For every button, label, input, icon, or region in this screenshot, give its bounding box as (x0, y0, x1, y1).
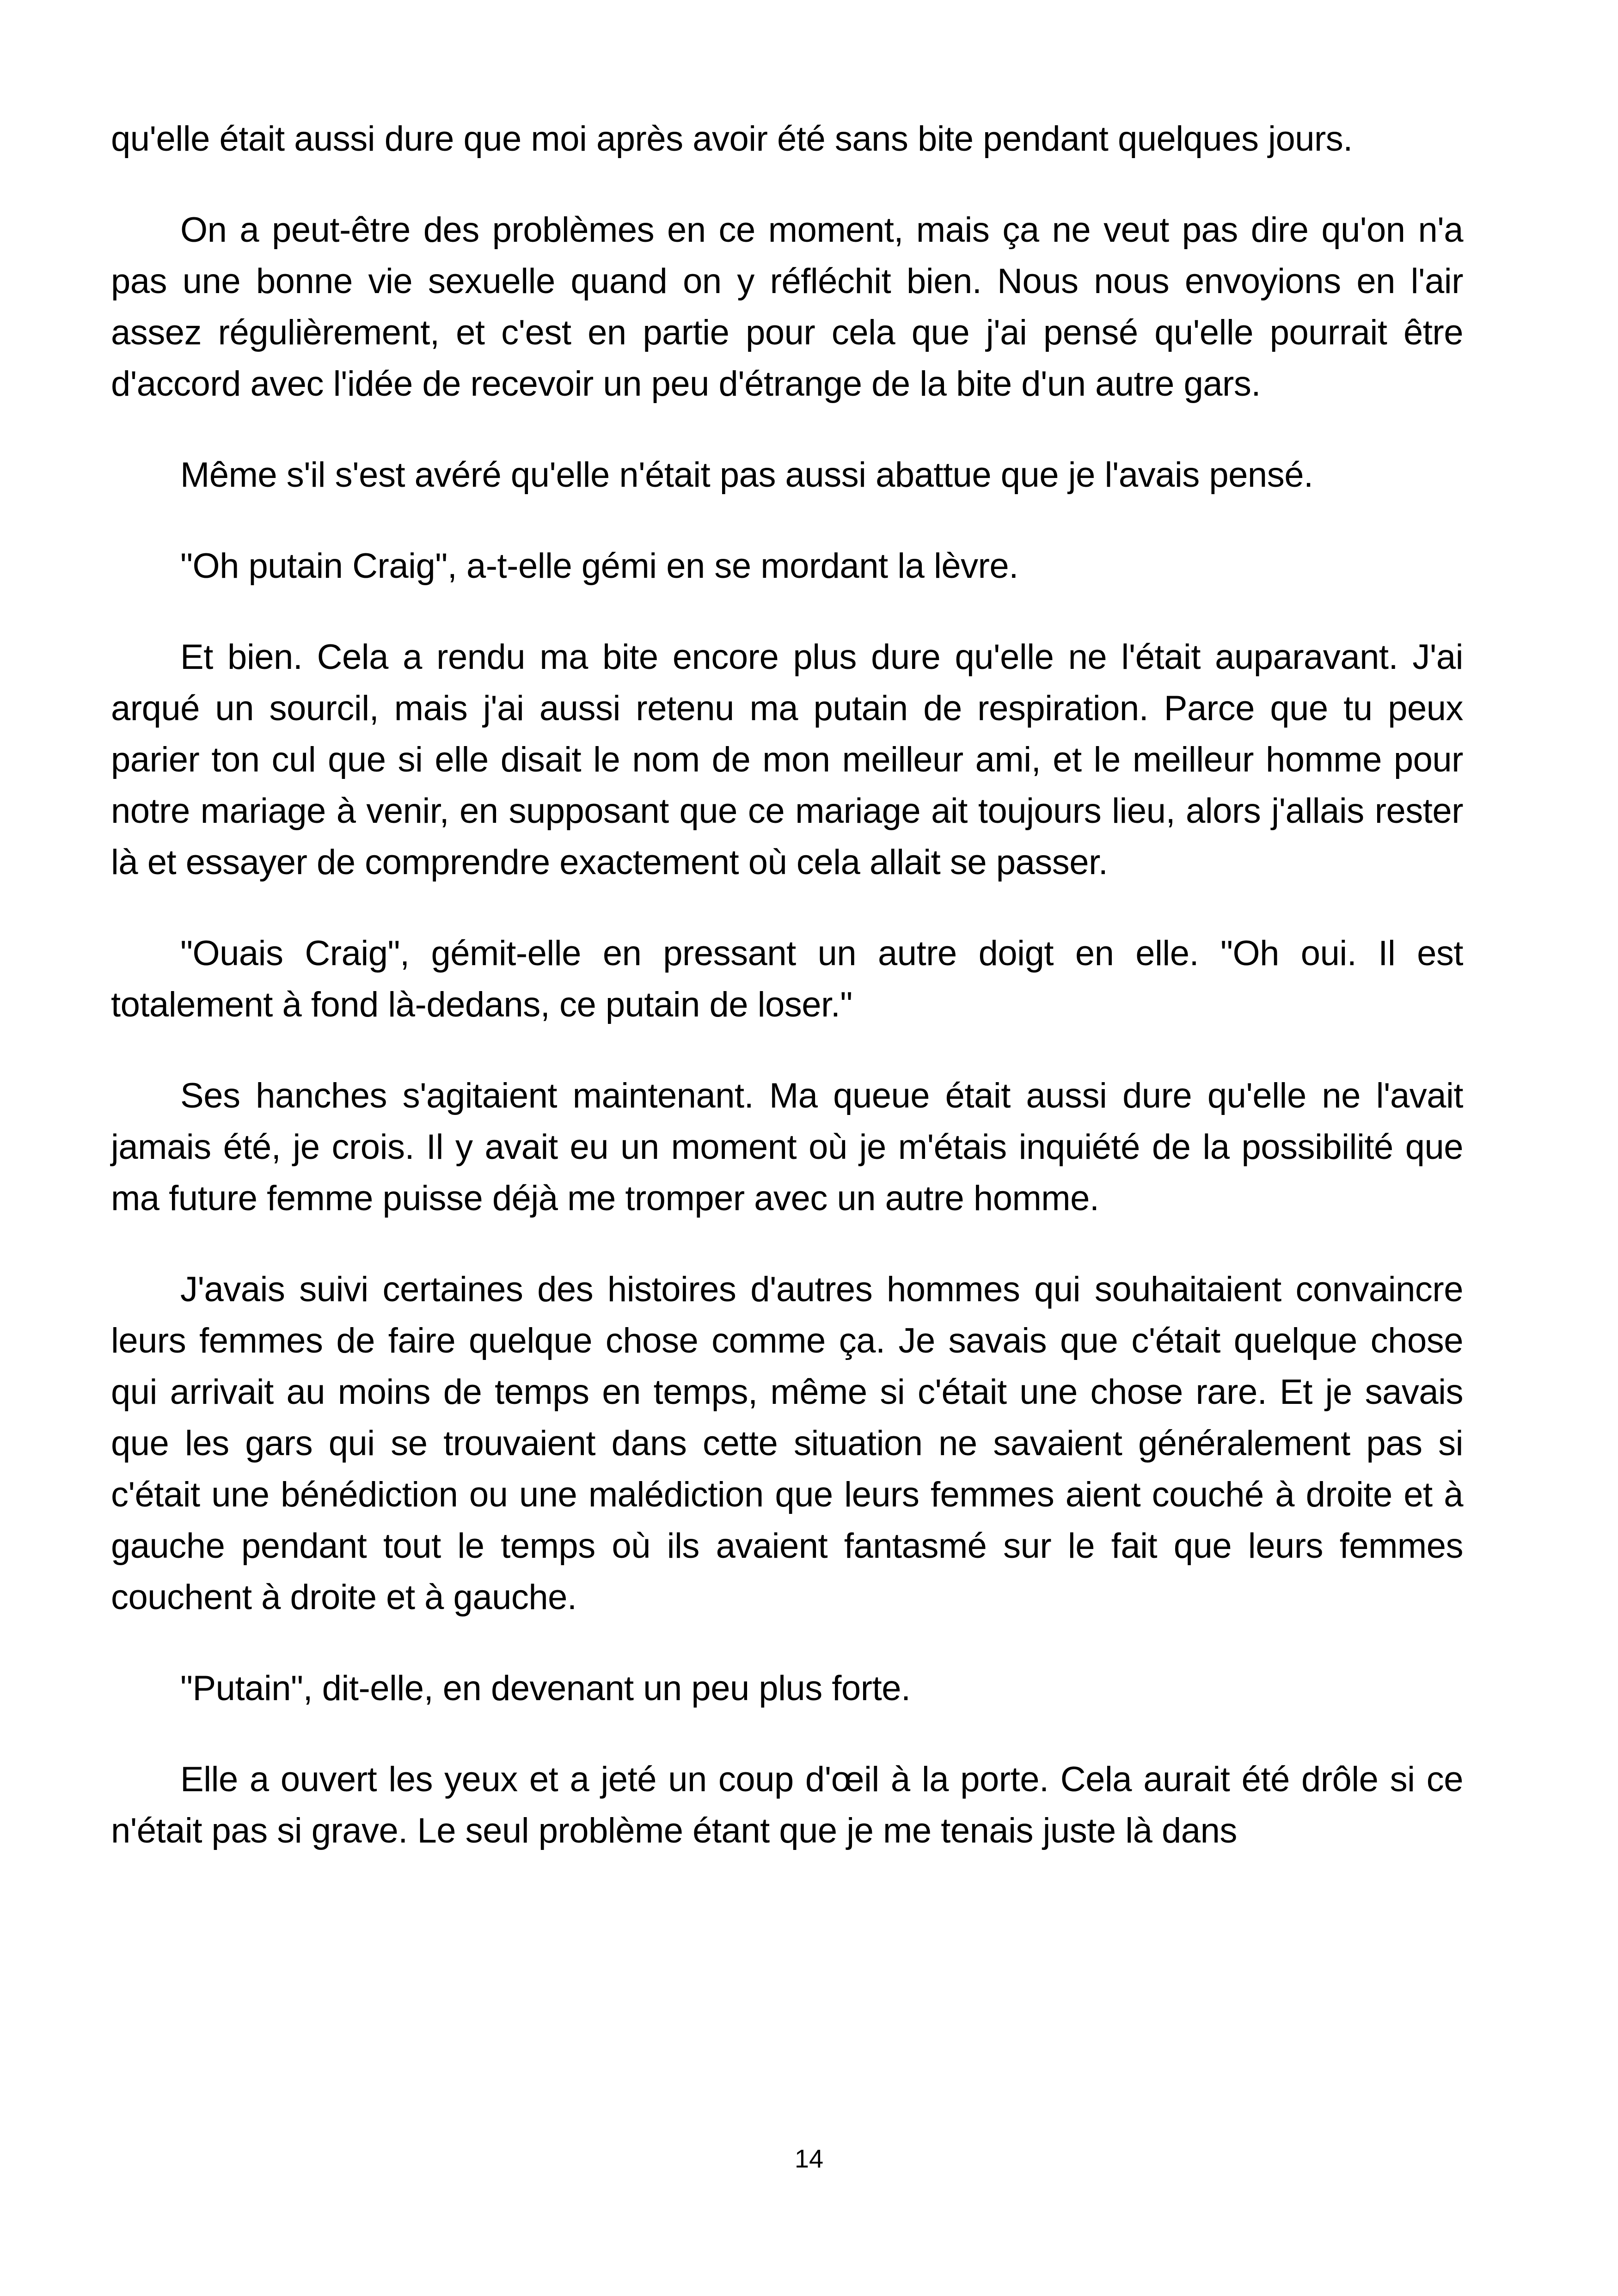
paragraph: "Oh putain Craig", a-t-elle gémi en se mordant la lèvre. (180, 546, 1018, 586)
paragraph: Ses hanches s'agitaient maintenant. Ma queue était aussi dure qu'elle ne l'avait jamais été, je crois. Il y avait eu un moment où je m'étais inquiété de la possibilité que ma future femme puisse déjà me tromper avec un autre homme. (111, 1076, 1463, 1218)
paragraph: On a peut-être des problèmes en ce moment, mais ça ne veut pas dire qu'on n'a pas une bonne vie sexuelle quand on y réfléchit bien. Nous nous envoyions en l'air assez régulièrement, et c'est en partie pour cela que j'ai pensé qu'elle pourrait être d'accord avec l'idée de recevoir un peu d'étrange de la bite d'un autre gars. (111, 210, 1463, 404)
page-number: 14 (794, 2144, 824, 2173)
paragraph: "Putain", dit-elle, en devenant un peu plus forte. (180, 1669, 911, 1708)
paragraph: J'avais suivi certaines des histoires d'autres hommes qui souhaitaient convaincre leurs femmes de faire quelque chose comme ça. Je savais que c'était quelque chose qui arrivait au moins de temps en temps, même si c'était une chose rare. Et je savais que les gars qui se trouvaient dans cette situation ne savaient généralement pas si c'était une bénédiction ou une malédiction que leurs femmes aient couché à droite et à gauche pendant tout le temps où ils avaient fantasmé sur le fait que leurs femmes couchent à droite et à gauche. (111, 1270, 1463, 1617)
paragraph: Même s'il s'est avéré qu'elle n'était pas aussi abattue que je l'avais pensé. (180, 455, 1313, 495)
paragraph: Et bien. Cela a rendu ma bite encore plus dure qu'elle ne l'était auparavant. J'ai arqué un sourcil, mais j'ai aussi retenu ma putain de respiration. Parce que tu peux parier ton cul que si elle disait le nom de mon meilleur ami, et le meilleur homme pour notre mariage à venir, en supposant que ce mariage ait toujours lieu, alors j'allais rester là et essayer de comprendre exactement où cela allait se passer. (111, 637, 1463, 882)
text-body (111, 113, 1463, 1896)
paragraph-continued: qu'elle était aussi dure que moi après avoir été sans bite pendant quelques jours. (111, 119, 1353, 159)
paragraph: "Ouais Craig", gémit-elle en pressant un autre doigt en elle. "Oh oui. Il est totalement à fond là-dedans, ce putain de loser." (111, 934, 1463, 1024)
paragraph: Elle a ouvert les yeux et a jeté un coup d'œil à la porte. Cela aurait été drôle si ce n'était pas si grave. Le seul problème étant que je me tenais juste là dans (111, 1760, 1463, 1850)
